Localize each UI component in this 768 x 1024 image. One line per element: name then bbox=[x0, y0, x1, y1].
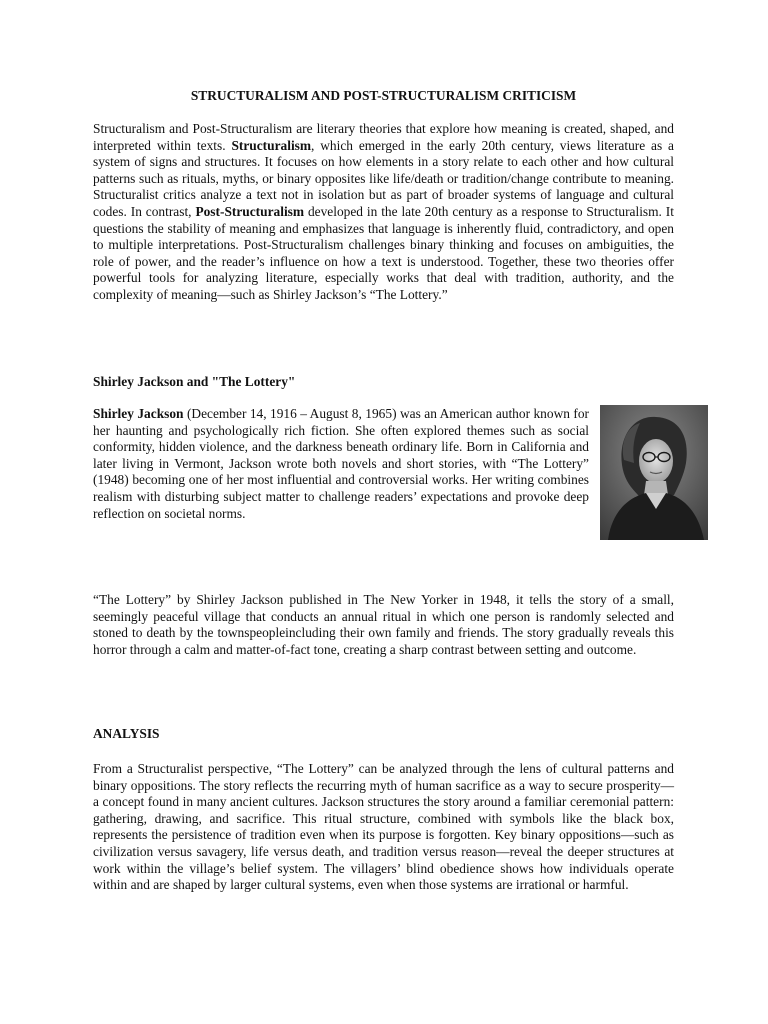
document-title: STRUCTURALISM AND POST-STRUCTURALISM CRITICISM bbox=[190, 88, 577, 103]
author-portrait-photo bbox=[600, 405, 708, 540]
section-heading-jackson: Shirley Jackson and "The Lottery" bbox=[93, 374, 296, 389]
intro-bold-structuralism: Structuralism bbox=[231, 137, 312, 153]
bio-paragraph bbox=[93, 406, 589, 522]
analysis-paragraph: From a Structuralist perspective, “The Lottery” can be analyzed through the lens of cultural patterns and binary oppositions. The story reflects the recurring myth of human sacrifice as a way to secure prosperity—a concept found in many ancient cultures. Jackson structures the story around a familiar ceremonial pattern: gathering, drawing, and sacrifice. This ritual structure, combined with symbols like the black box, represents the persistence of tradition even when its purpose is forgotten. Key binary oppositions—such as civilization versus savagery, life versus death, and tradition versus reason—reveal the deeper structures at work within the village’s belief system. The villagers’ blind obedience shows how individuals operate within and are shaped by larger cultural systems, even when those systems are irrational or harmful. bbox=[93, 761, 674, 893]
intro-paragraph bbox=[93, 121, 674, 304]
intro-bold-post-structuralism: Post-Structuralism bbox=[195, 203, 305, 219]
bio-text: (December 14, 1916 – August 8, 1965) was an American author known for her haunting and psychologically rich fiction. She often explored themes such as social conformity, hidden violence, and the darkness beneath ordinary life. Born in California and later living in Vermont, Jackson wrote both novels and short stories, with “The Lottery” (1948) becoming one of her most influential and controversial works. Her writing combines realism with disturbing subject matter to challenge readers’ expectations and provoke deep reflection on societal norms. bbox=[93, 406, 589, 521]
story-summary-paragraph: “The Lottery” by Shirley Jackson published in The New Yorker in 1948, it tells the story of a small, seemingly peaceful village that conducts an annual ritual in which one person is randomly selected and stoned to death by the townspeopleincluding their own family and friends. The story gradually reveals this horror through a calm and matter-of-fact tone, creating a sharp contrast between setting and outcome. bbox=[93, 592, 674, 657]
section-heading-analysis: ANALYSIS bbox=[93, 726, 160, 741]
intro-text-2: , which emerged in the early 20th century, views literature as a system of signs and structures. It focuses on how elements in a story relate to each other and how cultural patterns such as rituals, myths, or binary opposites like life/death or tradition/change contribute to meaning. Structuralist critics analyze a text not in isolation but as part of broader systems of language and cultural codes. In contrast, bbox=[93, 137, 675, 219]
intro-text-3: developed in the late 20th century as a response to Structuralism. It questions the stability of meaning and emphasizes that language is inherently fluid, contradictory, and open to multiple interpretations. Post-Structuralism challenges binary thinking and focuses on ambiguities, the role of power, and the reader’s influence on how a text is understood. Together, these two theories offer powerful tools for analyzing literature, especially works that deal with tradition, authority, and the complexity of meaning—such as Shirley Jackson’s “The Lottery.” bbox=[93, 203, 674, 302]
bio-bold-name: Shirley Jackson bbox=[93, 406, 184, 421]
intro-text-1: Structuralism and Post-Structuralism are literary theories that explore how meaning is created, shaped, and interpreted within texts. bbox=[93, 121, 674, 153]
